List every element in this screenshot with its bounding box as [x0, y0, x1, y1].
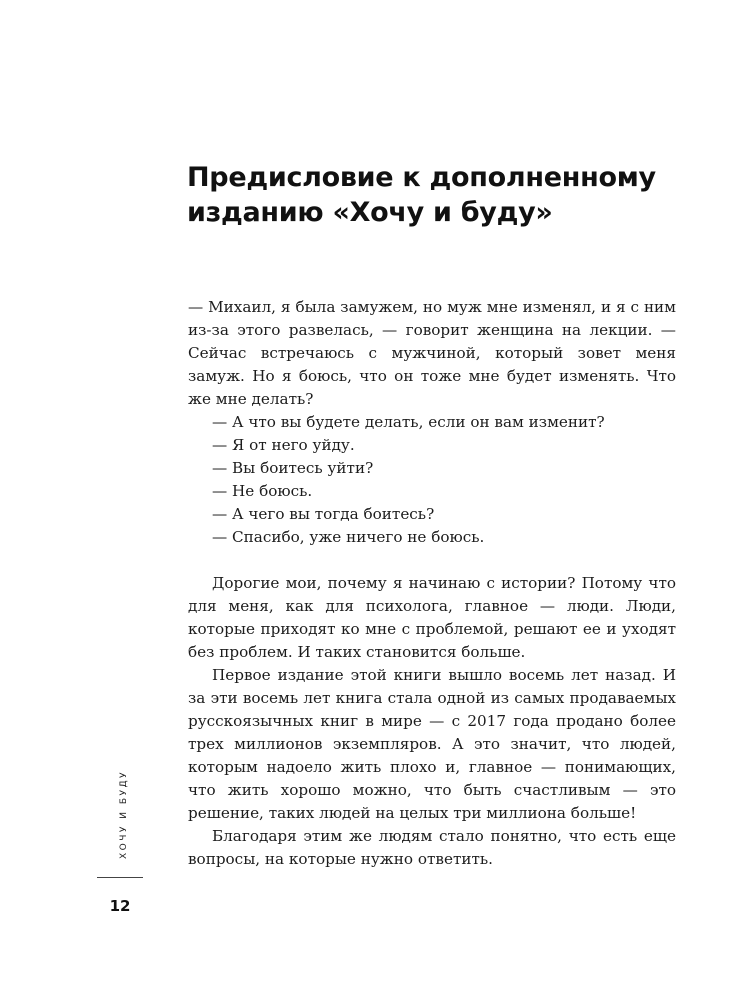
body-paragraph: Первое издание этой книги вышло восемь лет назад. И за эти восемь лет книга стала одной из самых продаваемых русскоязычных книг в мире — с 2017 года продано более трех миллионов экземпляров. А это значит, что людей, которым надоело жить плохо и, главное — понимающих, что жить хорошо можно, что быть счастливым — это решение, таких людей на целых три миллиона больше! [188, 666, 676, 822]
dialog-line: — А чего вы тогда боитесь? [212, 505, 435, 523]
body-text [188, 296, 676, 871]
dialog-line: — А что вы будете делать, если он вам изменит? [212, 413, 605, 431]
section-gap [188, 549, 676, 572]
body-paragraph: Дорогие мои, почему я начинаю с истории? Потому что для меня, как для психолога, главное — люди. Люди, которые приходят ко мне с проблемой, решают ее и уходят без проблем. И таких становится больше. [188, 574, 676, 661]
dialog-line: — Спасибо, уже ничего не боюсь. [212, 528, 485, 546]
chapter-title [187, 160, 687, 230]
opening-paragraph: — Михаил, я была замужем, но муж мне изменял, и я с ним из-за этого развелась, — говорит женщина на лекции. — Сейчас встречаюсь с мужчиной, который зовет меня замуж. Но я боюсь, что он тоже мне будет изменять. Что же мне делать? [188, 298, 676, 408]
running-head: ХОЧУ И БУДУ [119, 770, 129, 860]
body-paragraph: Благодаря этим же людям стало понятно, что есть еще вопросы, на которые нужно ответить. [188, 827, 676, 868]
page-number: 12 [109, 897, 131, 915]
chapter-title-line-1: Предисловие к дополненному [187, 162, 656, 193]
folio-rule [97, 877, 143, 878]
chapter-title-line-2: изданию «Хочу и буду» [187, 197, 553, 228]
dialog-line: — Я от него уйду. [212, 436, 355, 454]
dialog-line: — Не боюсь. [212, 482, 313, 500]
dialog-line: — Вы боитесь уйти? [212, 459, 374, 477]
